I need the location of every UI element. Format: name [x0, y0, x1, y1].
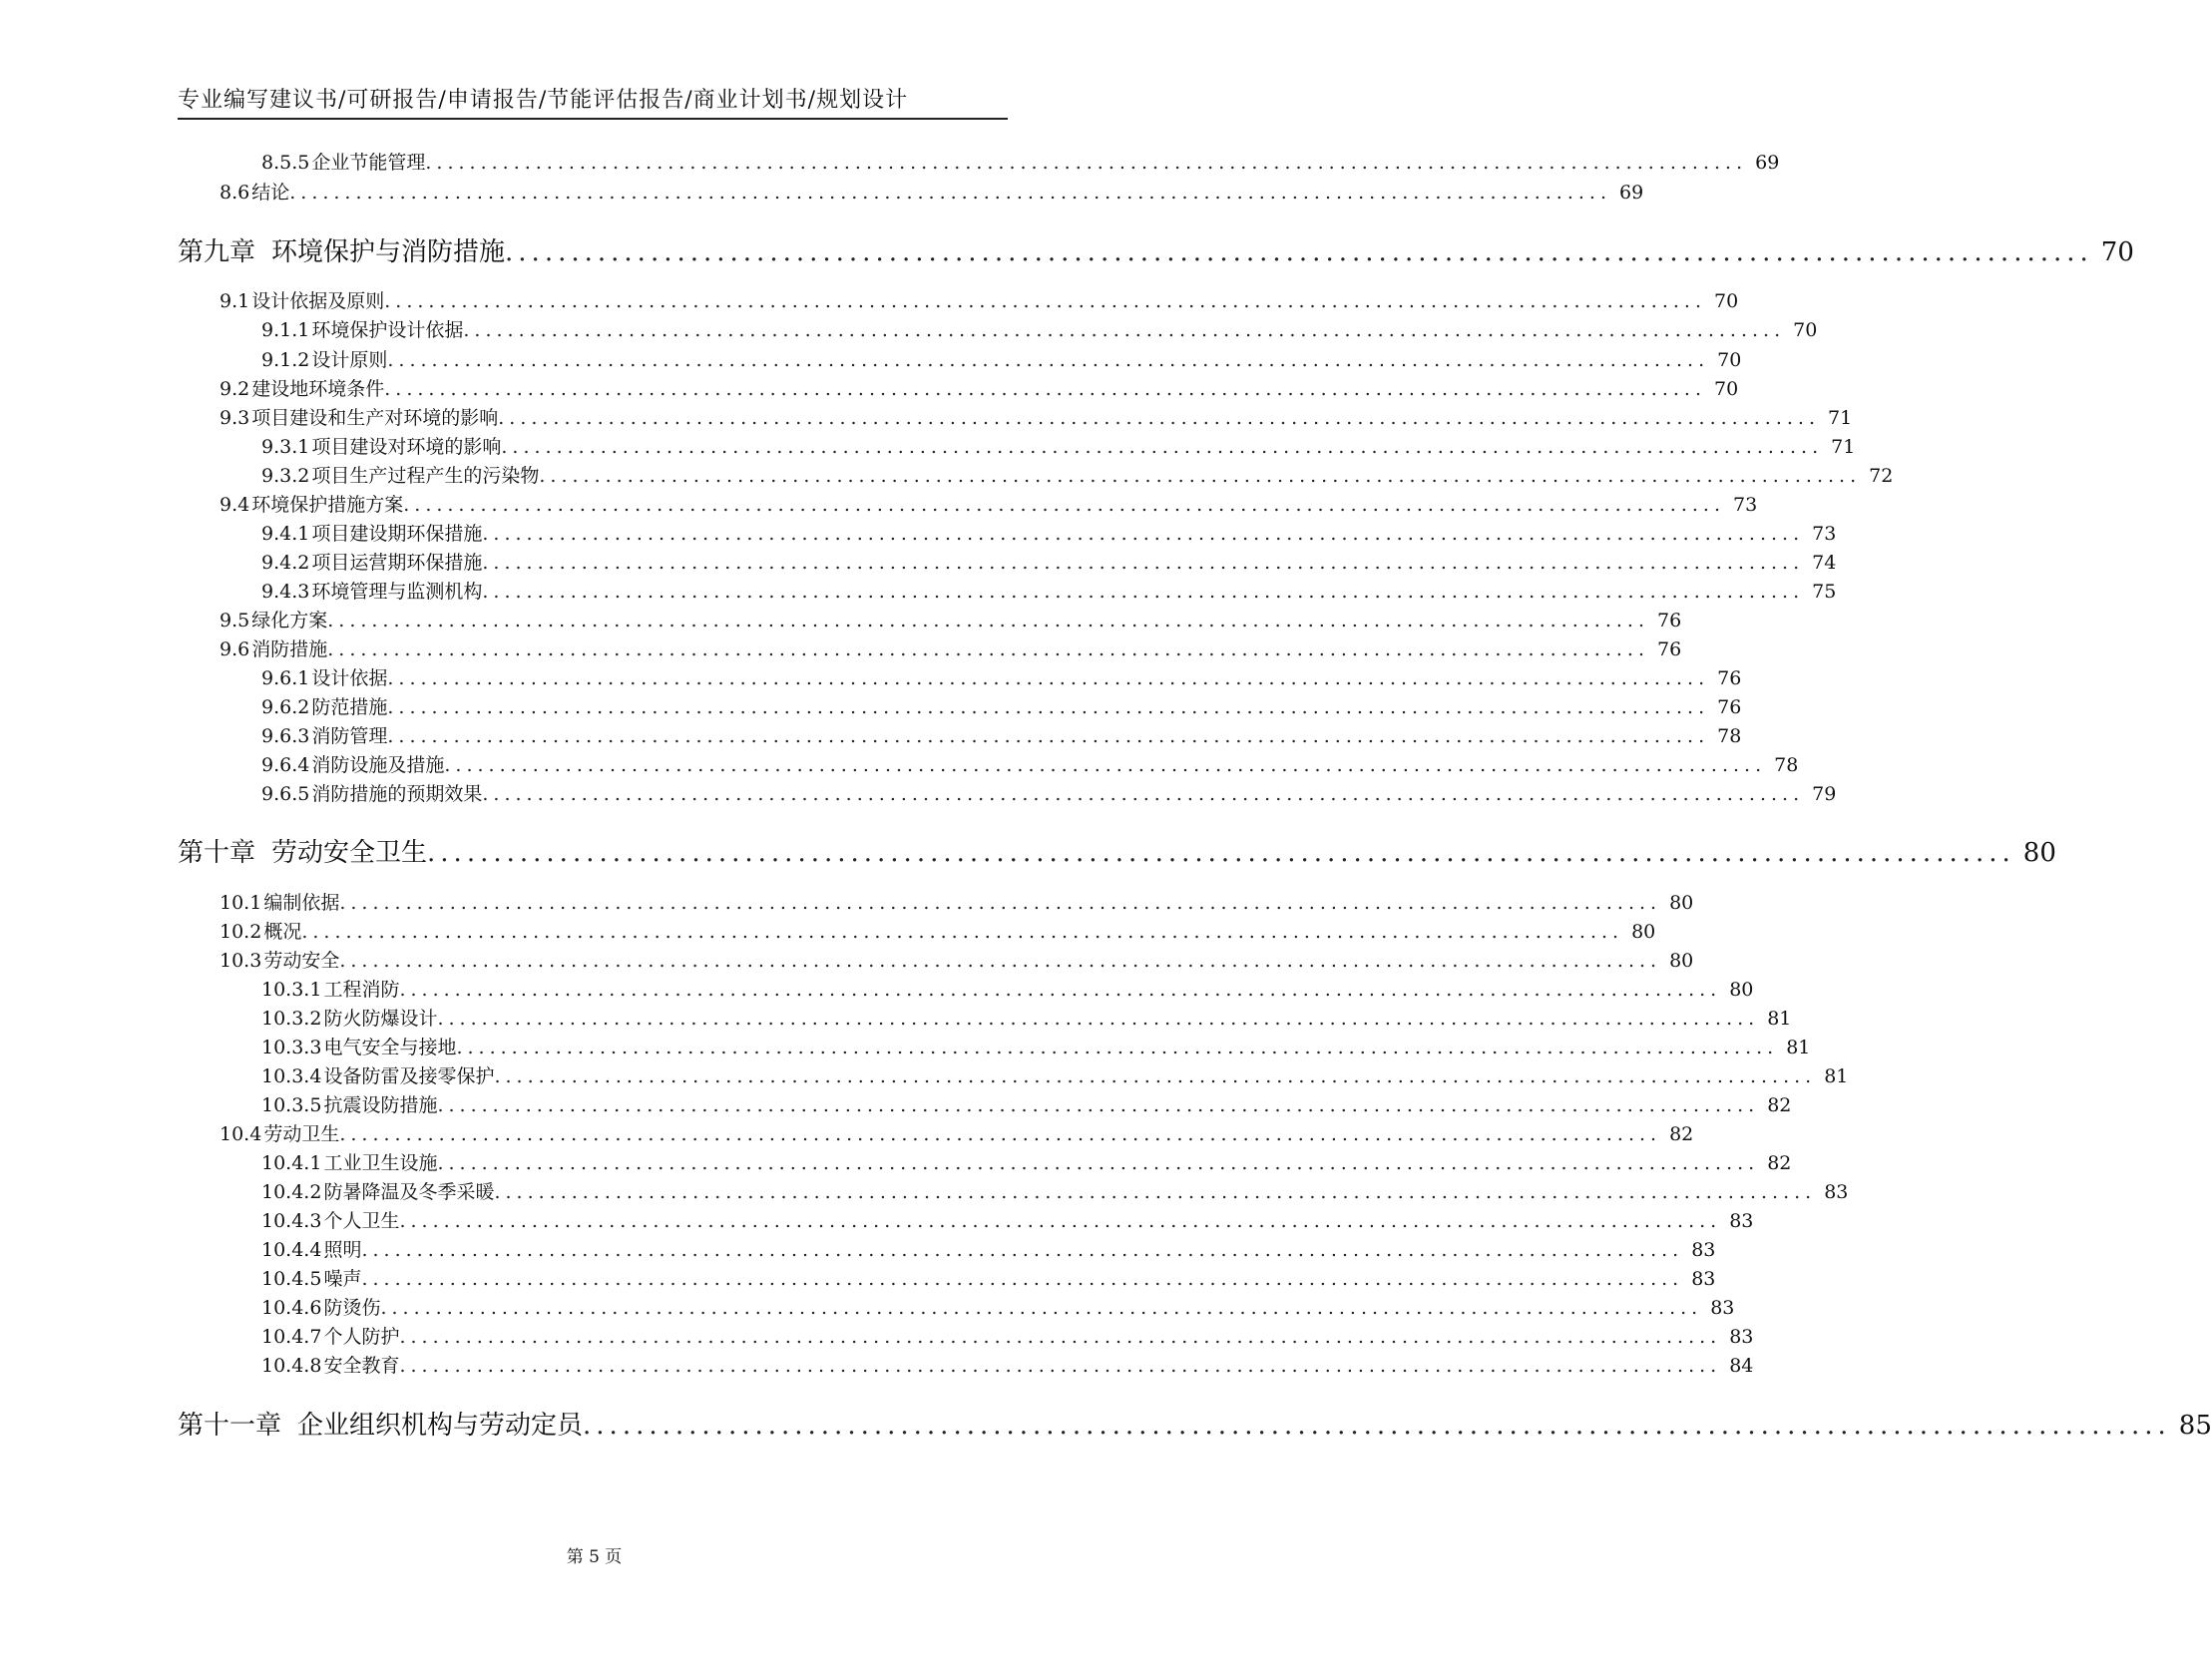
toc-entry-number: 10.4.4: [261, 1239, 322, 1261]
toc-entry[interactable]: [261, 461, 1894, 489]
toc-entry-page: 80: [2022, 838, 2056, 868]
toc-entry-page: 82: [1669, 1123, 1694, 1145]
toc-dot-leader: ........................................................................................................................: [387, 667, 1710, 689]
toc-entry-number: 10.4.3: [261, 1210, 322, 1232]
toc-entry-number: 8.6: [220, 182, 250, 204]
toc-entry-number: 9.6.5: [261, 783, 310, 805]
toc-entry-number: 第十章: [178, 838, 256, 868]
toc-entry-number: 9.1.2: [261, 349, 310, 371]
toc-entry-page: 83: [1691, 1239, 1716, 1261]
toc-entry-number: 10.3.5: [261, 1094, 322, 1116]
toc-entry-page: 70: [1713, 378, 1739, 400]
toc-entry-number: 10.4.7: [261, 1326, 322, 1348]
toc-dot-leader: ........................................................................................................................: [301, 921, 1624, 943]
toc-entry-number: 9.4.1: [261, 523, 310, 545]
toc-entry[interactable]: [261, 1322, 1754, 1350]
toc-entry-number: 9.1.1: [261, 319, 310, 341]
toc-entry-title: 设计依据及原则: [251, 290, 385, 312]
toc-entry[interactable]: [220, 286, 1739, 314]
toc-entry-page: 83: [1729, 1210, 1754, 1232]
toc-entry-number: 10.4.6: [261, 1297, 322, 1319]
toc-dot-leader: ........................................................................................................................: [399, 1210, 1722, 1232]
toc-entry-number: 9.6.2: [261, 696, 310, 718]
toc-entry-page: 75: [1812, 581, 1837, 603]
toc-entry-title: 设计原则: [311, 349, 388, 371]
toc-entry-title: 项目建设期环保措施: [311, 523, 483, 545]
toc-entry-title: 劳动安全卫生: [271, 838, 428, 868]
toc-entry-number: 9.6: [220, 638, 250, 660]
toc-entry[interactable]: [261, 432, 1856, 460]
toc-entry-page: 71: [1831, 436, 1856, 458]
toc-entry-title: 项目建设和生产对环境的影响: [251, 407, 499, 429]
toc-dot-leader: ........................................................................................................................: [361, 1239, 1684, 1261]
toc-entry-page: 79: [1812, 783, 1837, 805]
toc-entry-page: 83: [1824, 1181, 1849, 1203]
toc-entry-number: 9.3.1: [261, 436, 310, 458]
toc-dot-leader: ........................................................................................................................: [387, 696, 1710, 718]
toc-entry[interactable]: [261, 548, 1837, 576]
toc-entry[interactable]: [261, 1033, 1811, 1060]
toc-entry-number: 10.3: [220, 950, 262, 972]
toc-entry-title: 噪声: [323, 1268, 362, 1290]
toc-entry-title: 防火防爆设计: [323, 1008, 438, 1030]
toc-entry[interactable]: [220, 888, 1694, 916]
toc-entry-title: 环境管理与监测机构: [311, 581, 483, 603]
toc-entry-page: 69: [1755, 152, 1780, 174]
toc-entry-page: 70: [1717, 349, 1742, 371]
toc-entry[interactable]: [261, 1293, 1735, 1321]
toc-entry-page: 73: [1732, 494, 1758, 516]
toc-entry-page: 76: [1717, 696, 1742, 718]
toc-dot-leader: ........................................................................................................................: [380, 1297, 1703, 1319]
toc-entry-number: 10.1: [220, 892, 262, 914]
toc-dot-leader: ........................................................................................................................: [384, 290, 1706, 312]
toc-entry[interactable]: [261, 779, 1837, 807]
toc-entry[interactable]: [261, 1351, 1754, 1379]
toc-entry[interactable]: [220, 1119, 1694, 1147]
toc-entry[interactable]: [178, 231, 2134, 271]
toc-entry-title: 建设地环境条件: [251, 378, 385, 400]
toc-dot-leader: ........................................................................................................................: [399, 1326, 1722, 1348]
toc-dot-leader: ........................................................................................................................: [327, 638, 1649, 660]
toc-entry-title: 编制依据: [263, 892, 340, 914]
toc-entry[interactable]: [220, 917, 1656, 945]
toc-entry-page: 70: [2100, 237, 2134, 267]
toc-dot-leader: ........................................................................................................................: [463, 319, 1786, 341]
toc-entry-number: 10.3.4: [261, 1065, 322, 1087]
toc-entry-title: 项目生产过程产生的污染物: [311, 465, 540, 487]
toc-dot-leader: ........................................................................................................................: [399, 979, 1722, 1001]
toc-dot-leader: ........................................................................................................................: [482, 552, 1805, 574]
toc-dot-leader: ........................................................................................................................: [456, 1037, 1779, 1058]
toc-entry-title: 设计依据: [311, 667, 388, 689]
toc-dot-leader: ........................................................................................................................: [427, 838, 2015, 868]
toc-entry-title: 防烫伤: [323, 1297, 381, 1319]
toc-dot-leader: ........................................................................................................................: [444, 754, 1767, 776]
toc-dot-leader: ........................................................................................................................: [387, 349, 1710, 371]
toc-entry[interactable]: [220, 178, 1644, 206]
toc-entry-page: 81: [1824, 1065, 1849, 1087]
toc-entry[interactable]: [261, 315, 1818, 343]
toc-entry-page: 70: [1713, 290, 1739, 312]
toc-entry[interactable]: [261, 663, 1742, 691]
toc-entry-title: 劳动安全: [263, 950, 340, 972]
toc-dot-leader: ........................................................................................................................: [498, 407, 1820, 429]
toc-entry-title: 防暑降温及冬季采暖: [323, 1181, 495, 1203]
toc-entry-title: 企业节能管理: [311, 152, 426, 174]
toc-entry[interactable]: [178, 1405, 2212, 1445]
toc-entry[interactable]: [220, 634, 1682, 662]
toc-entry-number: 10.3.1: [261, 979, 322, 1001]
toc-dot-leader: ........................................................................................................................: [482, 523, 1805, 545]
toc-entry-page: 72: [1869, 465, 1894, 487]
page-footer: 第 5 页: [566, 1547, 623, 1567]
toc-dot-leader: ........................................................................................................................: [403, 494, 1725, 516]
toc-entry-number: 9.6.3: [261, 725, 310, 747]
toc-entry-title: 工程消防: [323, 979, 400, 1001]
toc-entry-title: 环境保护设计依据: [311, 319, 464, 341]
toc-entry[interactable]: [261, 692, 1742, 720]
toc-entry-number: 第十一章: [178, 1411, 282, 1441]
toc-entry[interactable]: [261, 1004, 1792, 1032]
toc-entry-page: 81: [1786, 1037, 1811, 1058]
toc-dot-leader: ........................................................................................................................: [437, 1152, 1760, 1174]
toc-dot-leader: ........................................................................................................................: [361, 1268, 1684, 1290]
toc-entry-number: 8.5.5: [261, 152, 310, 174]
toc-entry-title: 环境保护措施方案: [251, 494, 404, 516]
toc-entry-page: 83: [1710, 1297, 1735, 1319]
toc-entry-title: 项目建设对环境的影响: [311, 436, 502, 458]
toc-dot-leader: ........................................................................................................................: [437, 1094, 1760, 1116]
toc-entry-number: 10.3.2: [261, 1008, 322, 1030]
toc-dot-leader: ........................................................................................................................: [539, 465, 1862, 487]
header-text: 专业编写建议书/可研报告/申请报告/节能评估报告/商业计划书/规划设计: [178, 88, 909, 113]
toc-entry-page: 76: [1717, 667, 1742, 689]
toc-entry-title: 环境保护与消防措施: [271, 237, 506, 267]
toc-dot-leader: ........................................................................................................................: [327, 610, 1649, 631]
toc-entry-page: 74: [1812, 552, 1837, 574]
toc-entry-page: 73: [1812, 523, 1837, 545]
toc-entry[interactable]: [261, 750, 1799, 778]
toc-dot-leader: ........................................................................................................................: [289, 182, 1611, 204]
toc-entry[interactable]: [220, 403, 1853, 431]
toc-entry[interactable]: [261, 1090, 1792, 1118]
toc-entry-number: 9.3: [220, 407, 250, 429]
toc-entry-page: 83: [1691, 1268, 1716, 1290]
toc-entry[interactable]: [220, 946, 1694, 974]
toc-entry[interactable]: [261, 577, 1837, 605]
toc-entry-number: 10.4: [220, 1123, 262, 1145]
toc-entry-number: 10.4.8: [261, 1355, 322, 1377]
toc-entry[interactable]: [261, 1264, 1716, 1292]
toc-entry-page: 81: [1767, 1008, 1792, 1030]
toc-entry-title: 抗震设防措施: [323, 1094, 438, 1116]
toc-entry[interactable]: [261, 148, 1780, 176]
toc-entry-title: 防范措施: [311, 696, 388, 718]
toc-entry-page: 80: [1669, 950, 1694, 972]
toc-entry-number: 9.6.4: [261, 754, 310, 776]
toc-entry-title: 消防管理: [311, 725, 388, 747]
toc-entry-title: 照明: [323, 1239, 362, 1261]
toc-dot-leader: ........................................................................................................................: [339, 1123, 1662, 1145]
toc-entry-page: 82: [1767, 1094, 1792, 1116]
toc-dot-leader: ........................................................................................................................: [494, 1065, 1817, 1087]
toc-entry-title: 工业卫生设施: [323, 1152, 438, 1174]
toc-entry-title: 消防措施: [251, 638, 328, 660]
toc-dot-leader: ........................................................................................................................: [384, 378, 1706, 400]
toc-dot-leader: ........................................................................................................................: [399, 1355, 1722, 1377]
toc-dot-leader: ........................................................................................................................: [339, 892, 1662, 914]
toc-entry-page: 80: [1631, 921, 1656, 943]
toc-entry-number: 9.2: [220, 378, 250, 400]
toc-entry-title: 电气安全与接地: [323, 1037, 457, 1058]
toc-dot-leader: ........................................................................................................................: [339, 950, 1662, 972]
toc-entry-title: 个人卫生: [323, 1210, 400, 1232]
toc-entry-number: 10.4.5: [261, 1268, 322, 1290]
toc-dot-leader: ........................................................................................................................: [505, 237, 2093, 267]
toc-dot-leader: ........................................................................................................................: [482, 581, 1805, 603]
toc-entry[interactable]: [178, 832, 2056, 872]
toc-entry[interactable]: [220, 490, 1758, 518]
toc-entry-number: 9.6.1: [261, 667, 310, 689]
toc-entry-page: 71: [1827, 407, 1853, 429]
toc-entry[interactable]: [261, 345, 1742, 373]
toc-entry-title: 企业组织机构与劳动定员: [297, 1411, 584, 1441]
toc-entry[interactable]: [261, 519, 1837, 547]
toc-entry-title: 消防设施及措施: [311, 754, 445, 776]
toc-entry[interactable]: [261, 1061, 1849, 1089]
toc-entry-number: 9.1: [220, 290, 250, 312]
toc-entry[interactable]: [261, 721, 1742, 749]
toc-entry-number: 9.4.2: [261, 552, 310, 574]
toc-entry-page: 78: [1717, 725, 1742, 747]
toc-dot-leader: ........................................................................................................................: [494, 1181, 1817, 1203]
toc-entry-page: 76: [1656, 638, 1682, 660]
toc-entry[interactable]: [220, 374, 1739, 402]
toc-entry[interactable]: [261, 975, 1754, 1003]
toc-entry-title: 安全教育: [323, 1355, 400, 1377]
toc-dot-leader: ........................................................................................................................: [501, 436, 1824, 458]
toc-entry-number: 10.3.3: [261, 1037, 322, 1058]
toc-entry-title: 概况: [263, 921, 302, 943]
toc-entry-number: 10.4.1: [261, 1152, 322, 1174]
toc-entry-number: 9.5: [220, 610, 250, 631]
toc-entry-number: 9.4.3: [261, 581, 310, 603]
toc-dot-leader: ........................................................................................................................: [387, 725, 1710, 747]
toc-entry-title: 结论: [251, 182, 290, 204]
toc-entry[interactable]: [261, 1206, 1754, 1234]
toc-entry[interactable]: [261, 1235, 1716, 1263]
toc-entry-title: 项目运营期环保措施: [311, 552, 483, 574]
toc-entry[interactable]: [261, 1177, 1849, 1205]
toc-entry[interactable]: [261, 1148, 1792, 1176]
toc-entry-title: 设备防雷及接零保护: [323, 1065, 495, 1087]
toc-dot-leader: ........................................................................................................................: [425, 152, 1748, 174]
toc-entry-number: 10.4.2: [261, 1181, 322, 1203]
toc-entry-number: 9.4: [220, 494, 250, 516]
toc-dot-leader: ........................................................................................................................: [583, 1411, 2171, 1441]
toc-entry-page: 80: [1669, 892, 1694, 914]
toc-dot-leader: ........................................................................................................................: [482, 783, 1805, 805]
toc-entry-page: 80: [1729, 979, 1754, 1001]
toc-entry-title: 个人防护: [323, 1326, 400, 1348]
toc-entry-number: 9.3.2: [261, 465, 310, 487]
toc-entry-page: 76: [1656, 610, 1682, 631]
toc-entry[interactable]: [220, 606, 1682, 633]
toc-entry-page: 85: [2178, 1411, 2212, 1441]
toc-entry-page: 82: [1767, 1152, 1792, 1174]
toc-dot-leader: ........................................................................................................................: [437, 1008, 1760, 1030]
toc-entry-page: 70: [1793, 319, 1818, 341]
toc-entry-page: 78: [1774, 754, 1799, 776]
toc-entry-page: 69: [1618, 182, 1644, 204]
toc-entry-title: 绿化方案: [251, 610, 328, 631]
toc-entry-title: 消防措施的预期效果: [311, 783, 483, 805]
toc-entry-title: 劳动卫生: [263, 1123, 340, 1145]
toc-entry-number: 第九章: [178, 237, 256, 267]
toc-entry-page: 83: [1729, 1326, 1754, 1348]
toc-entry-number: 10.2: [220, 921, 262, 943]
toc-entry-page: 84: [1729, 1355, 1754, 1377]
